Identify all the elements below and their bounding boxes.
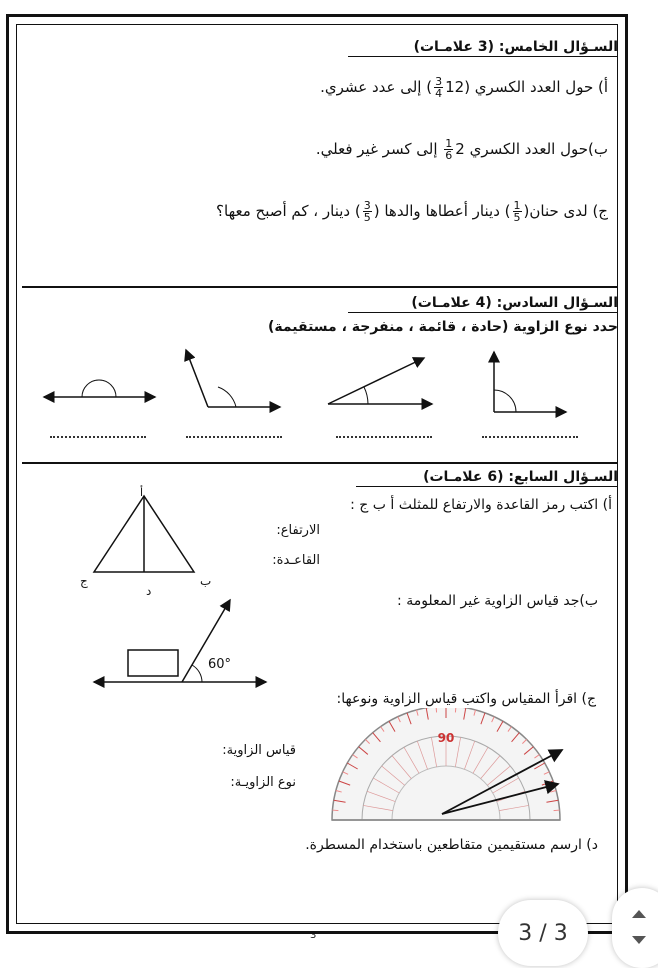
angle-60-label: 60° <box>208 657 232 672</box>
vertex-d: د <box>146 584 152 598</box>
obtuse-angle <box>186 350 280 407</box>
section-divider <box>22 462 618 464</box>
q7-part-c: ج) اقرأ المقياس واكتب قياس الزاوية ونوعها: <box>336 691 596 707</box>
fraction-1-6: $\frac{1}{6}$ <box>445 137 453 162</box>
q7-part-d: د) ارسم مستقيمين متقاطعين باستخدام المسطرة. <box>305 837 598 853</box>
q7-title: السـؤال السابع: (6 علامـات) <box>423 469 618 485</box>
fraction-1-5: $\frac{1}{5}$ <box>513 199 521 224</box>
q7-title-underline <box>356 486 618 487</box>
fraction-3-4: $\frac{3}{4}$ <box>435 75 443 100</box>
protractor-tick <box>332 810 338 811</box>
q5-part-a: أ) حول العدد الكسري (12 $\frac{3}{4}$ ) إلى عدد عشري. <box>320 75 608 100</box>
protractor-tick <box>455 708 456 712</box>
answer-line-2[interactable] <box>186 436 282 438</box>
q6-title: السـؤال السادس: (4 علامـات) <box>411 295 618 311</box>
protractor-tick <box>436 708 437 712</box>
measure-label: قياس الزاوية: <box>222 743 296 758</box>
chevron-down-icon[interactable] <box>632 936 646 944</box>
fraction-3-5: $\frac{3}{5}$ <box>363 199 371 224</box>
vertex-a: أ <box>140 486 144 499</box>
straight-angle <box>44 380 155 397</box>
type-label: نوع الزاويـة: <box>230 775 296 790</box>
base-label: القاعـدة: <box>272 553 320 568</box>
page-number: 3 <box>310 930 317 941</box>
q5-title-underline <box>348 56 618 57</box>
answer-line-1[interactable] <box>50 436 146 438</box>
right-angle <box>494 352 566 412</box>
answer-line-3[interactable] <box>336 436 432 438</box>
height-label: الارتفاع: <box>276 523 320 538</box>
vertex-j: ج <box>80 574 88 588</box>
q6-instruction: حدد نوع الزاوية (حادة ، قائمة ، منفرجة ، مستقيمة) <box>268 319 618 335</box>
q6-title-underline <box>348 312 618 313</box>
q5-title: السـؤال الخامس: (3 علامـات) <box>413 39 618 55</box>
answer-line-4[interactable] <box>482 436 578 438</box>
q5-part-b: ب)حول العدد الكسري 2 $\frac{1}{6}$ إلى كسر غير فعلي. <box>315 137 608 162</box>
unknown-angle-figure <box>84 596 284 696</box>
triangle-figure <box>70 482 240 600</box>
page-scroll-control[interactable] <box>612 888 658 968</box>
vertex-b: ب <box>200 574 212 588</box>
protractor-tick <box>554 810 560 811</box>
chevron-up-icon[interactable] <box>632 910 646 918</box>
q5-part-c: ج) لدى حنان( $\frac{1}{5}$ ) دينار أعطاها والدها ( $\frac{3}{5}$ ) دينار ، كم أصبح معها؟ <box>216 199 608 224</box>
protractor <box>326 708 566 824</box>
protractor-center-mark: 90 <box>437 731 455 745</box>
q7-part-a: أ) اكتب رمز القاعدة والارتفاع للمثلث أ ب ج : <box>350 497 612 513</box>
page-indicator: 3 / 3 <box>498 900 588 966</box>
angles-diagram <box>0 340 658 420</box>
section-divider <box>22 286 618 288</box>
acute-angle <box>328 358 432 404</box>
q7-part-b: ب)جد قياس الزاوية غير المعلومة : <box>397 593 598 609</box>
